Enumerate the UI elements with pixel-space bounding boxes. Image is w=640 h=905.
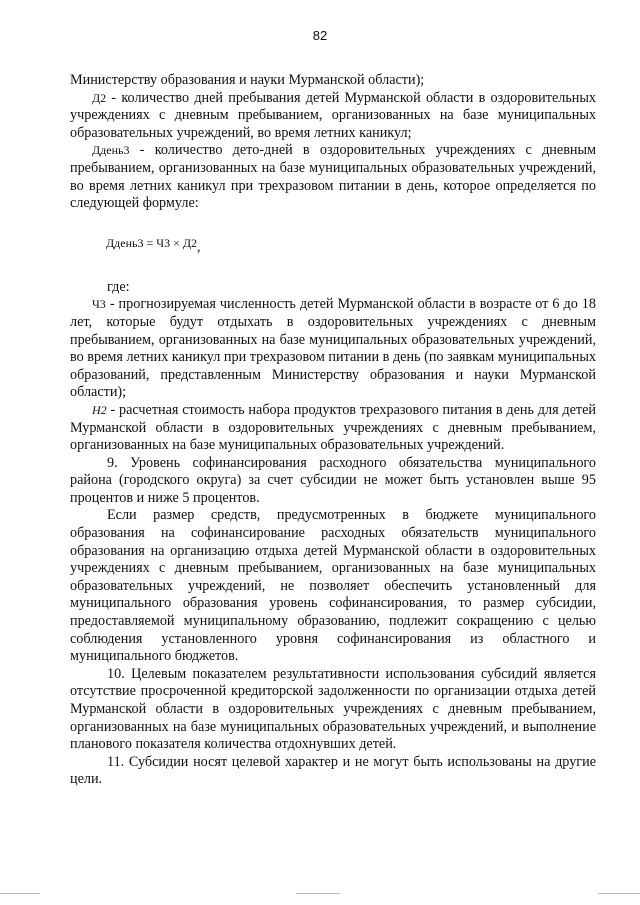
footer-divider-center xyxy=(296,893,340,894)
paragraph-10: 10. Целевым показателем результативности использования субсидий является отсутствие просроченной кредиторской задолженности по организации отдыха детей Мурманской области в оздоровительных учреждениях с дневным пребыванием, организованных на базе муниципальных образовательных учреждений, и выполнение планового показателя количества отдохнувших детей. xyxy=(70,665,596,753)
definition-d2-text: - количество дней пребывания детей Мурманской области в оздоровительных учреждениях с дневным пребыванием, организованных на базе муниципальных образовательных учреждений, во время летних каникул; xyxy=(70,89,597,141)
document-body xyxy=(70,72,596,789)
term-dden3: Ддень3 xyxy=(92,143,130,158)
definition-dden3 xyxy=(70,142,596,212)
where-label: где: xyxy=(107,278,130,295)
term-n2: Н2 xyxy=(92,402,107,417)
formula xyxy=(106,235,596,255)
term-ch3: Ч3 xyxy=(92,297,106,312)
formula-comma: , xyxy=(197,239,201,255)
formula-expression: Ддень3 = Ч3 × Д2 xyxy=(106,235,198,250)
footer-divider-left xyxy=(0,893,40,894)
paragraph-if-funds: Если размер средств, предусмотренных в бюджете муниципального образования на софинансирование расходных обязательств муниципального образования на организацию отдыха детей Мурманской области в оздоровительных учреждениях с дневным пребыванием, организованных на базе муниципальных образовательных учреждений, не позволяет обеспечить установленный для муниципального образования уровень софинансирования, то размер субсидии, предоставляемой муниципальному образованию, подлежит сокращению с целью соблюдения установленного уровня софинансирования из областного и муниципального бюджетов. xyxy=(70,507,596,665)
definition-n2 xyxy=(70,402,596,455)
definition-dden3-text: - количество дето-дней в оздоровительных учреждениях с дневным пребыванием, организованных на базе муниципальных образовательных учреждений, во время летних каникул при трехразовом питании в день, которое определяется по следующей формуле: xyxy=(70,142,596,212)
definition-d2 xyxy=(70,90,596,143)
definition-ch3-text: - прогнозируемая численность детей Мурманской области в возрасте от 6 до 18 лет, которые будут отдыхать в оздоровительных учреждениях с дневным пребыванием, организованных на базе муниципальных образовательных учреждений, во время летних каникул при трехразовом питании в день (по заявкам муниципальных образований, представленным Министерству образования и науки Мурманской области); xyxy=(70,296,596,401)
page-number: 82 xyxy=(312,28,328,43)
paragraph-11: 11. Субсидии носят целевой характер и не могут быть использованы на другие цели. xyxy=(70,753,596,788)
term-d2: Д2 xyxy=(92,90,107,105)
definition-n2-text: - расчетная стоимость набора продуктов трехразового питания в день для детей Мурманской области в оздоровительных учреждениях с дневным пребыванием, организованных на базе муниципальных образовательных учреждений. xyxy=(70,401,596,454)
definition-ch3 xyxy=(70,296,596,402)
paragraph-9: 9. Уровень софинансирования расходного обязательства муниципального района (городского округа) за счет субсидии не может быть установлен выше 95 процентов и ниже 5 процентов. xyxy=(70,454,596,506)
footer-divider-right xyxy=(598,893,640,894)
paragraph-ministry-end: Министерству образования и науки Мурманской области); xyxy=(70,72,425,88)
